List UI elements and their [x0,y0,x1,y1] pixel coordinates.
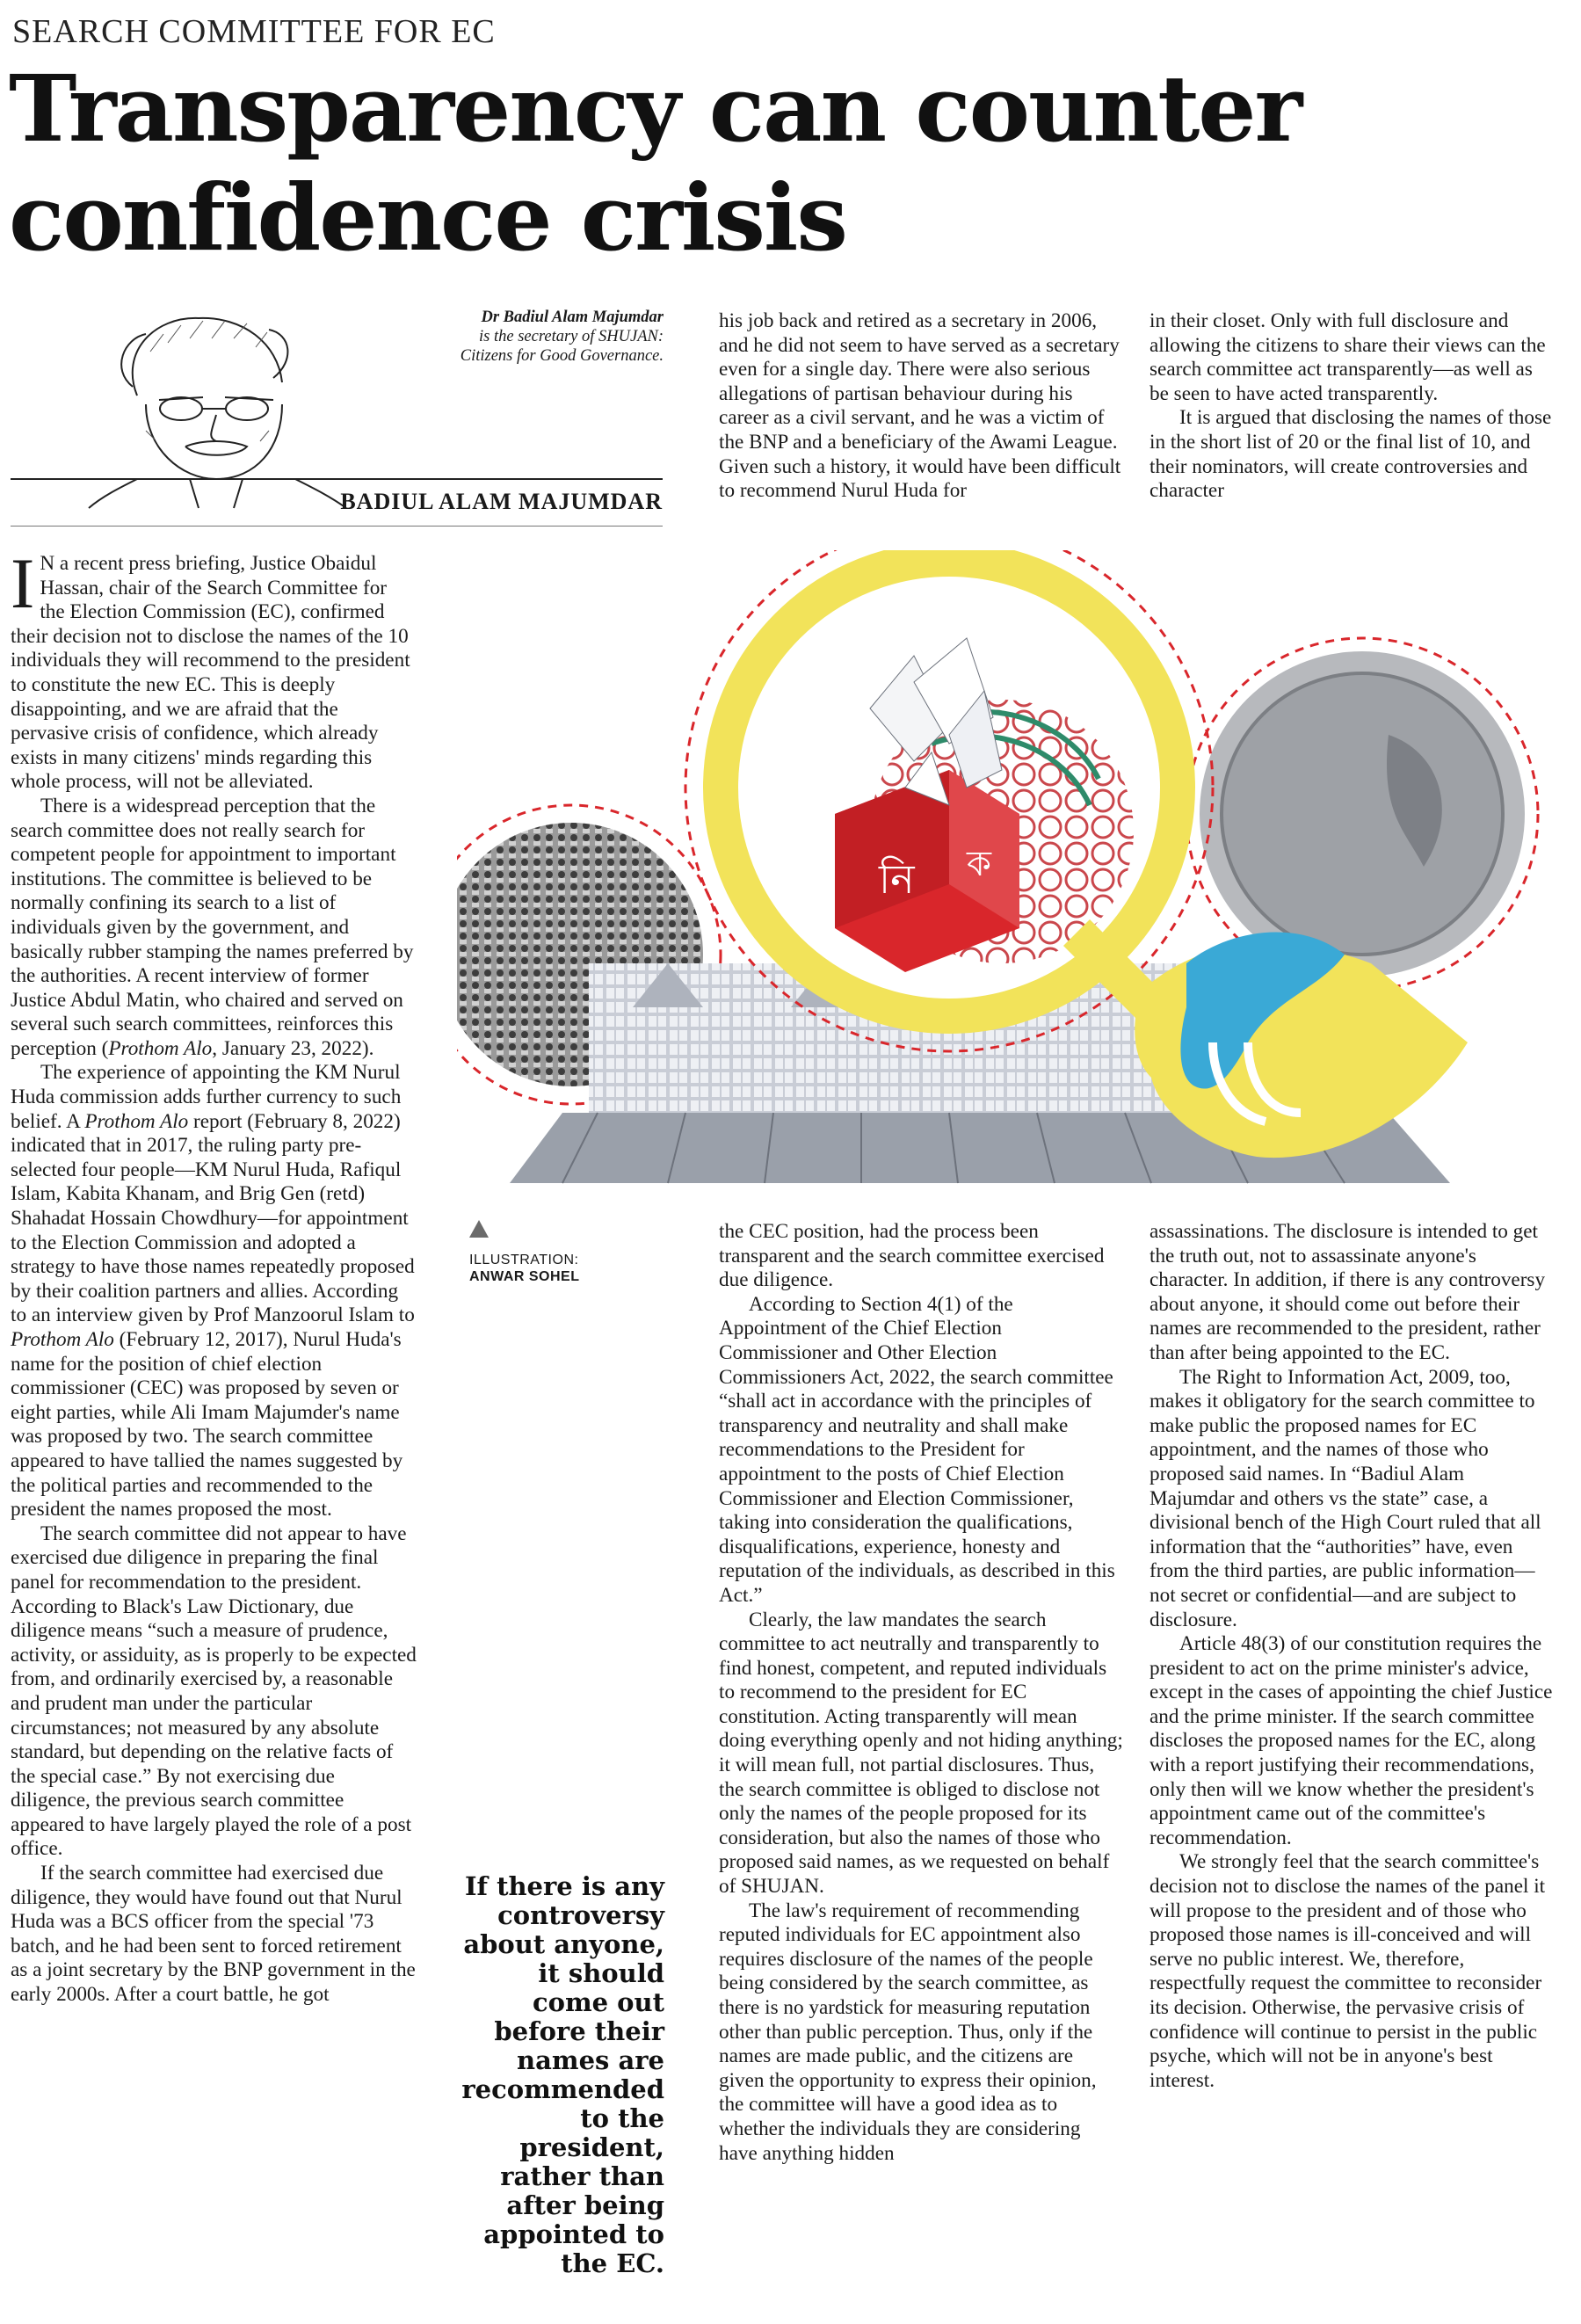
author-bio [378,308,664,366]
triangle-icon [469,1220,489,1238]
headline [9,54,1573,272]
paragraph: There is a widespread perception that the search committee does not really search for competent people for appointment to important institutions. The committee is believed to be normally confining its search to a list of individuals given by the government, and basically rubber stamping the names preferred by the authorities. A recent interview of former Justice Abdul Matin, who chaired and served on several such search committees, reinforces this perception (Prothom Alo, January 23, 2022). [11,794,414,1060]
credit-name: ANWAR SOHEL [469,1269,580,1284]
paragraph: Article 48(3) of our constitution requires the president to act on the prime minister's advice, except in the cases of appointing the chief Justice and the prime minister. If the search committee discloses the proposed names for the EC, along with a report justifying their recommendations, only then will we know whether the president's appointment came out of the committee's recommendation. [1149,1632,1553,1849]
column-1 [11,543,417,2008]
column-2-top [719,309,1123,504]
author-bio-name: Dr Badiul Alam Majumdar [481,309,664,326]
pull-quote: If there is any controversy about anyone, it should come out before their names are recommended to the president, rather than after being appointed to the EC. [461,1871,664,2278]
credit-label: ILLUSTRATION: [469,1253,579,1267]
paragraph: in their closet. Only with full disclosure and allowing the citizens to share their views can the search committee act transparently—as well as be seen to have acted transparently. [1149,309,1546,405]
paragraph: The Right to Information Act, 2009, too, makes it obligatory for the search committee to make public the proposed names for EC appointment, and the names of those who proposed said names. In “Badiul Alam Majumdar and others vs the state” case, a divisional bench of the High Court ruled that all information that the “authorities” have, even from the third parties, are public information—not secret or confidential—and are subject to disclosure. [1149,1365,1541,1631]
illustration-credit [469,1220,580,1285]
column-3-top [1149,309,1554,504]
byline: BADIUL ALAM MAJUMDAR [340,489,663,514]
paragraph: We strongly feel that the search committee's decision not to disclose the names of the panel it will propose to the president and of those who proposed those names is ill-conceived and will serve no public interest. We, therefore, respectfully request the committee to reconsider its decision. Otherwise, the pervasive crisis of confidence will continue to persist in the public psyche, which will not be in anyone's best interest. [1149,1850,1546,2092]
column-3-bottom [1149,1220,1554,2093]
paragraph: assassinations. The disclosure is intended to get the truth out, not to assassinate anyone's character. In addition, if there is any controversy about anyone, it should come out before their names are recommended to the president, rather than after being appointed to the EC. [1149,1220,1546,1364]
byline-rule [11,478,663,480]
svg-text:ক: ক [967,844,991,884]
column-2-bottom [719,1220,1123,2166]
paragraph: If the search committee had exercised due diligence, they would have found out that Nurul Huda was a BCS officer from the special '73 batch, and he had been sent to forced retirement as a joint secretary by the BNP government in the early 2000s. After a court battle, he got [11,1862,416,2007]
headline-line-2: confidence crisis [9,163,846,272]
author-bio-line-1: is the secretary of SHUJAN: [479,328,664,345]
author-bio-line-2: Citizens for Good Governance. [460,347,664,365]
paragraph: It is argued that disclosing the names of those in the short list of 20 or the final list of 10, and their nominators, will create controversies and character [1149,406,1552,503]
paragraph: According to Section 4(1) of the Appointment of the Chief Election Commissioner and Other Election Commissioners Act, 2022, the search committee “shall act in accordance with the principles of transparency and neutrality and shall make recommendations to the President for appointment to the posts of Chief Election Commissioner and Election Commissioner, taking into consideration the qualifications, disqualifications, experience, honesty and reputation of the individuals, as described in this Act.” [719,1292,1115,1607]
magnifier-illustration [457,550,1573,1218]
paragraph: The experience of appointing the KM Nurul Huda commission adds further currency to such belief. A Prothom Alo report (February 8, 2022) indicated that in 2017, the ruling party pre-selected four people—KM Nurul Huda, Rafiqul Islam, Kabita Khanam, and Brig Gen (retd) Shahadat Hossain Chowdhury—for appointment to the Election Commission and adopted a strategy to have those names repeatedly proposed by their coalition partners and allies. According to an interview given by Prof Manzoorul Islam to Prothom Alo (February 12, 2017), Nurul Huda's name for the position of chief election commissioner (CEC) was proposed by seven or eight parties, while Ali Imam Majumder's name was proposed by two. The search committee appeared to have tallied the names suggested by the political parties and recommended to the president the names proposed the most. [11,1061,415,1521]
paragraph: Clearly, the law mandates the search committee to act neutrally and transparently to find honest, competent, and reputed individuals to recommend to the president for EC constitution. Acting transparently will mean doing everything openly and not hiding anything; it will mean full, not partial disclosures. Thus, the search committee is obliged to disclose not only the names of the people proposed for its consideration, but also the names of those who proposed said names, as we requested on behalf of SHUJAN. [719,1608,1123,1899]
headline-line-1: Transparency can counter [9,54,1302,163]
section-kicker: SEARCH COMMITTEE FOR EC [12,13,496,50]
paragraph: the CEC position, had the process been transparent and the search committee exercised due diligence. [719,1220,1105,1292]
paragraph: The law's requirement of recommending reputed individuals for EC appointment also requires disclosure of the names of the people being considered by the search committee, as there is no yardstick for measuring reputation other than public perception. Thus, only if the names are made public, and the citizens are given the opportunity to express their opinion, the committee will have a good idea as to whether the individuals they are considering have anything hidden [719,1899,1097,2165]
drop-cap: I [11,543,35,623]
paragraph: The search committee did not appear to have exercised due diligence in preparing the final panel for recommendation to the president. According to Black's Law Dictionary, due diligence means “such a measure of prudence, activity, or assiduity, as is properly to be expected from, and ordinarily exercised by, a reasonable and prudent man under the particular circumstances; not measured by any absolute standard, but depending on the relative facts of the special case.” By not exercising due diligence, the previous search committee appeared to have largely played the role of a post office. [11,1521,417,1861]
byline-rule-bottom [11,526,663,527]
lead-paragraph: I N a recent press briefing, Justice Obaidul Hassan, chair of the Search Committee for the Election Commission (EC), confirmed their decision not to disclose the names of the 10 individuals they will recommend to the president to constitute the new EC. This is deeply disappointing, and we are afraid that the pervasive crisis of confidence, which already exists in many citizens' minds regarding this whole process, will not be alleviated. [11,543,410,794]
svg-text:নি: নি [879,855,915,903]
paragraph: his job back and retired as a secretary in 2006, and he did not seem to have served as a secretary even for a single day. There were also serious allegations of partisan behaviour during his career as a civil servant, and he was a victim of the BNP and a beneficiary of the Awami League. Given such a history, it would have been difficult to recommend Nurul Huda for [719,309,1121,503]
